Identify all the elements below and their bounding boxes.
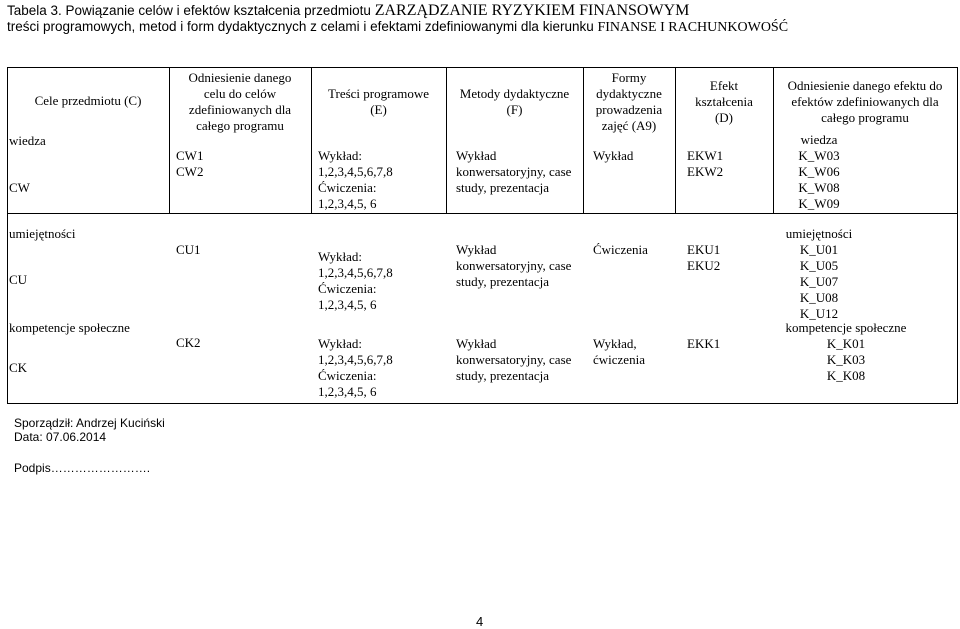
cele-ck (176, 335, 201, 351)
footer-date: Data: 07.06.2014 (14, 430, 107, 444)
header-line: (F) (506, 102, 523, 117)
metody-kompetencje (456, 336, 571, 384)
grid-line (7, 67, 958, 68)
field-name: FINANSE I RACHUNKOWOŚĆ (597, 20, 789, 35)
odniesienie-item: K_W08 (798, 180, 840, 195)
header-cele-text: Cele przedmiotu (C) (34, 93, 142, 108)
table-subtitle (7, 19, 788, 36)
tresci-line: Ćwiczenia: (318, 180, 377, 195)
section-label-umiejetnosci: umiejętności (9, 226, 76, 241)
tresci-wiedza (318, 148, 393, 212)
odniesienie-item: K_W09 (798, 196, 840, 211)
header-formy (583, 70, 675, 134)
header-cele (7, 93, 169, 109)
header-line: (D) (714, 110, 734, 125)
section-label-kompetencje: kompetencje społeczne (9, 320, 130, 335)
subtitle-prefix: treści programowych, metod i form dydaktycznych z celami i efektami zdefiniowanymi dla kierunku (7, 19, 598, 34)
header-line: kształcenia (695, 94, 753, 109)
odniesienie-label: kompetencje społeczne (785, 320, 907, 335)
odniesienie-wiedza (773, 132, 865, 212)
efekt-item: EKU2 (687, 258, 721, 273)
odniesienie-item: K_U05 (799, 258, 839, 273)
header-line: (E) (370, 102, 387, 117)
metody-line: Wykład (456, 148, 497, 163)
metody-line: study, prezentacja (456, 368, 549, 383)
metody-line: konwersatoryjny, case (456, 258, 572, 273)
odniesienie-item: K_U01 (799, 242, 839, 257)
odniesienie-label: wiedza (800, 132, 838, 147)
header-line: Treści programowe (328, 86, 429, 101)
tresci-line: Ćwiczenia: (318, 281, 377, 296)
odniesienie-item: K_U07 (799, 274, 839, 289)
formy-wiedza (593, 148, 633, 164)
grid-line (7, 213, 958, 214)
odniesienie-label: umiejętności (785, 226, 853, 241)
odniesienie-item: K_W03 (798, 148, 840, 163)
odniesienie-kompetencje (773, 320, 919, 384)
tresci-line: 1,2,3,4,5,6,7,8 (318, 352, 393, 367)
metody-line: Wykład (456, 242, 497, 257)
odniesienie-umiejetnosci (773, 226, 865, 322)
table-title (7, 2, 689, 20)
odniesienie-item: K_K08 (826, 368, 866, 383)
footer-prepared: Sporządził: Andrzej Kuciński (14, 416, 165, 430)
header-efekt (675, 78, 773, 126)
metody-line: study, prezentacja (456, 180, 549, 195)
section-code-cw: CW (9, 180, 30, 195)
efekt-item: EKW2 (687, 164, 724, 179)
title-prefix: Tabela 3. Powiązanie celów i efektów kształcenia przedmiotu (7, 3, 375, 18)
header-line: Formy (611, 70, 647, 85)
header-odniesienie-celu (169, 70, 311, 134)
cel-item: CW2 (176, 164, 204, 179)
header-line: zdefiniowanych dla (188, 102, 292, 117)
tresci-kompetencje (318, 336, 393, 400)
header-line: dydaktyczne (596, 86, 662, 101)
footer-signature: Podpis……………………. (14, 461, 151, 475)
section-code-ck: CK (9, 360, 28, 375)
grid-line (7, 67, 8, 403)
cel-item: CK2 (176, 335, 201, 350)
page-number: 4 (476, 614, 484, 629)
formy-line: ćwiczenia (593, 352, 645, 367)
formy-kompetencje (593, 336, 645, 368)
metody-umiejetnosci (456, 242, 571, 290)
odniesienie-item: K_K01 (826, 336, 866, 351)
efekt-item: EKU1 (687, 242, 721, 257)
tresci-line: Wykład: (318, 148, 362, 163)
formy-line: Wykład, (593, 336, 637, 351)
odniesienie-item: K_W06 (798, 164, 840, 179)
header-line: Odniesienie danego efektu do (787, 78, 943, 93)
efekty-umiejetnosci (687, 242, 720, 274)
header-line: Efekt (709, 78, 739, 93)
header-line: całego programu (196, 118, 284, 133)
grid-line (957, 67, 958, 403)
header-line: efektów zdefiniowanych dla (791, 94, 939, 109)
metody-line: Wykład (456, 336, 497, 351)
odniesienie-item: K_U12 (799, 306, 839, 321)
header-line: celu do celów (203, 86, 277, 101)
header-line: Metody dydaktyczne (459, 86, 570, 101)
header-line: całego programu (821, 110, 909, 125)
efekty-wiedza (687, 148, 723, 180)
cel-item: CW1 (176, 148, 204, 163)
section-label-wiedza: wiedza (9, 133, 46, 148)
tresci-line: 1,2,3,4,5,6,7,8 (318, 164, 393, 179)
tresci-line: 1,2,3,4,5,6,7,8 (318, 265, 393, 280)
header-line: Odniesienie danego (188, 70, 292, 85)
tresci-line: Wykład: (318, 336, 362, 351)
odniesienie-item: K_U08 (799, 290, 839, 305)
metody-wiedza (456, 148, 571, 196)
subject-name: ZARZĄDZANIE RYZYKIEM FINANSOWYM (374, 2, 690, 19)
tresci-line: 1,2,3,4,5, 6 (318, 196, 377, 211)
efekt-item: EKW1 (687, 148, 724, 163)
metody-line: konwersatoryjny, case (456, 164, 572, 179)
header-line: prowadzenia (595, 102, 663, 117)
section-code-cu: CU (9, 272, 28, 287)
tresci-line: 1,2,3,4,5, 6 (318, 384, 377, 399)
odniesienie-item: K_K03 (826, 352, 866, 367)
metody-line: study, prezentacja (456, 274, 549, 289)
formy-umiejetnosci (593, 242, 648, 258)
header-metody (446, 86, 583, 118)
tresci-line: 1,2,3,4,5, 6 (318, 297, 377, 312)
efekt-item: EKK1 (687, 336, 721, 351)
grid-line (7, 403, 958, 404)
cele-cw (176, 148, 203, 180)
tresci-line: Ćwiczenia: (318, 368, 377, 383)
formy-line: Wykład (593, 148, 634, 163)
tresci-umiejetnosci (318, 249, 393, 313)
tresci-line: Wykład: (318, 249, 362, 264)
efekty-kompetencje (687, 336, 720, 352)
formy-line: Ćwiczenia (593, 242, 648, 257)
header-line: zajęć (A9) (601, 118, 657, 133)
cele-cu (176, 242, 201, 258)
metody-line: konwersatoryjny, case (456, 352, 572, 367)
header-tresci (311, 86, 446, 118)
cel-item: CU1 (176, 242, 201, 257)
header-odniesienie-efektu (773, 78, 957, 126)
